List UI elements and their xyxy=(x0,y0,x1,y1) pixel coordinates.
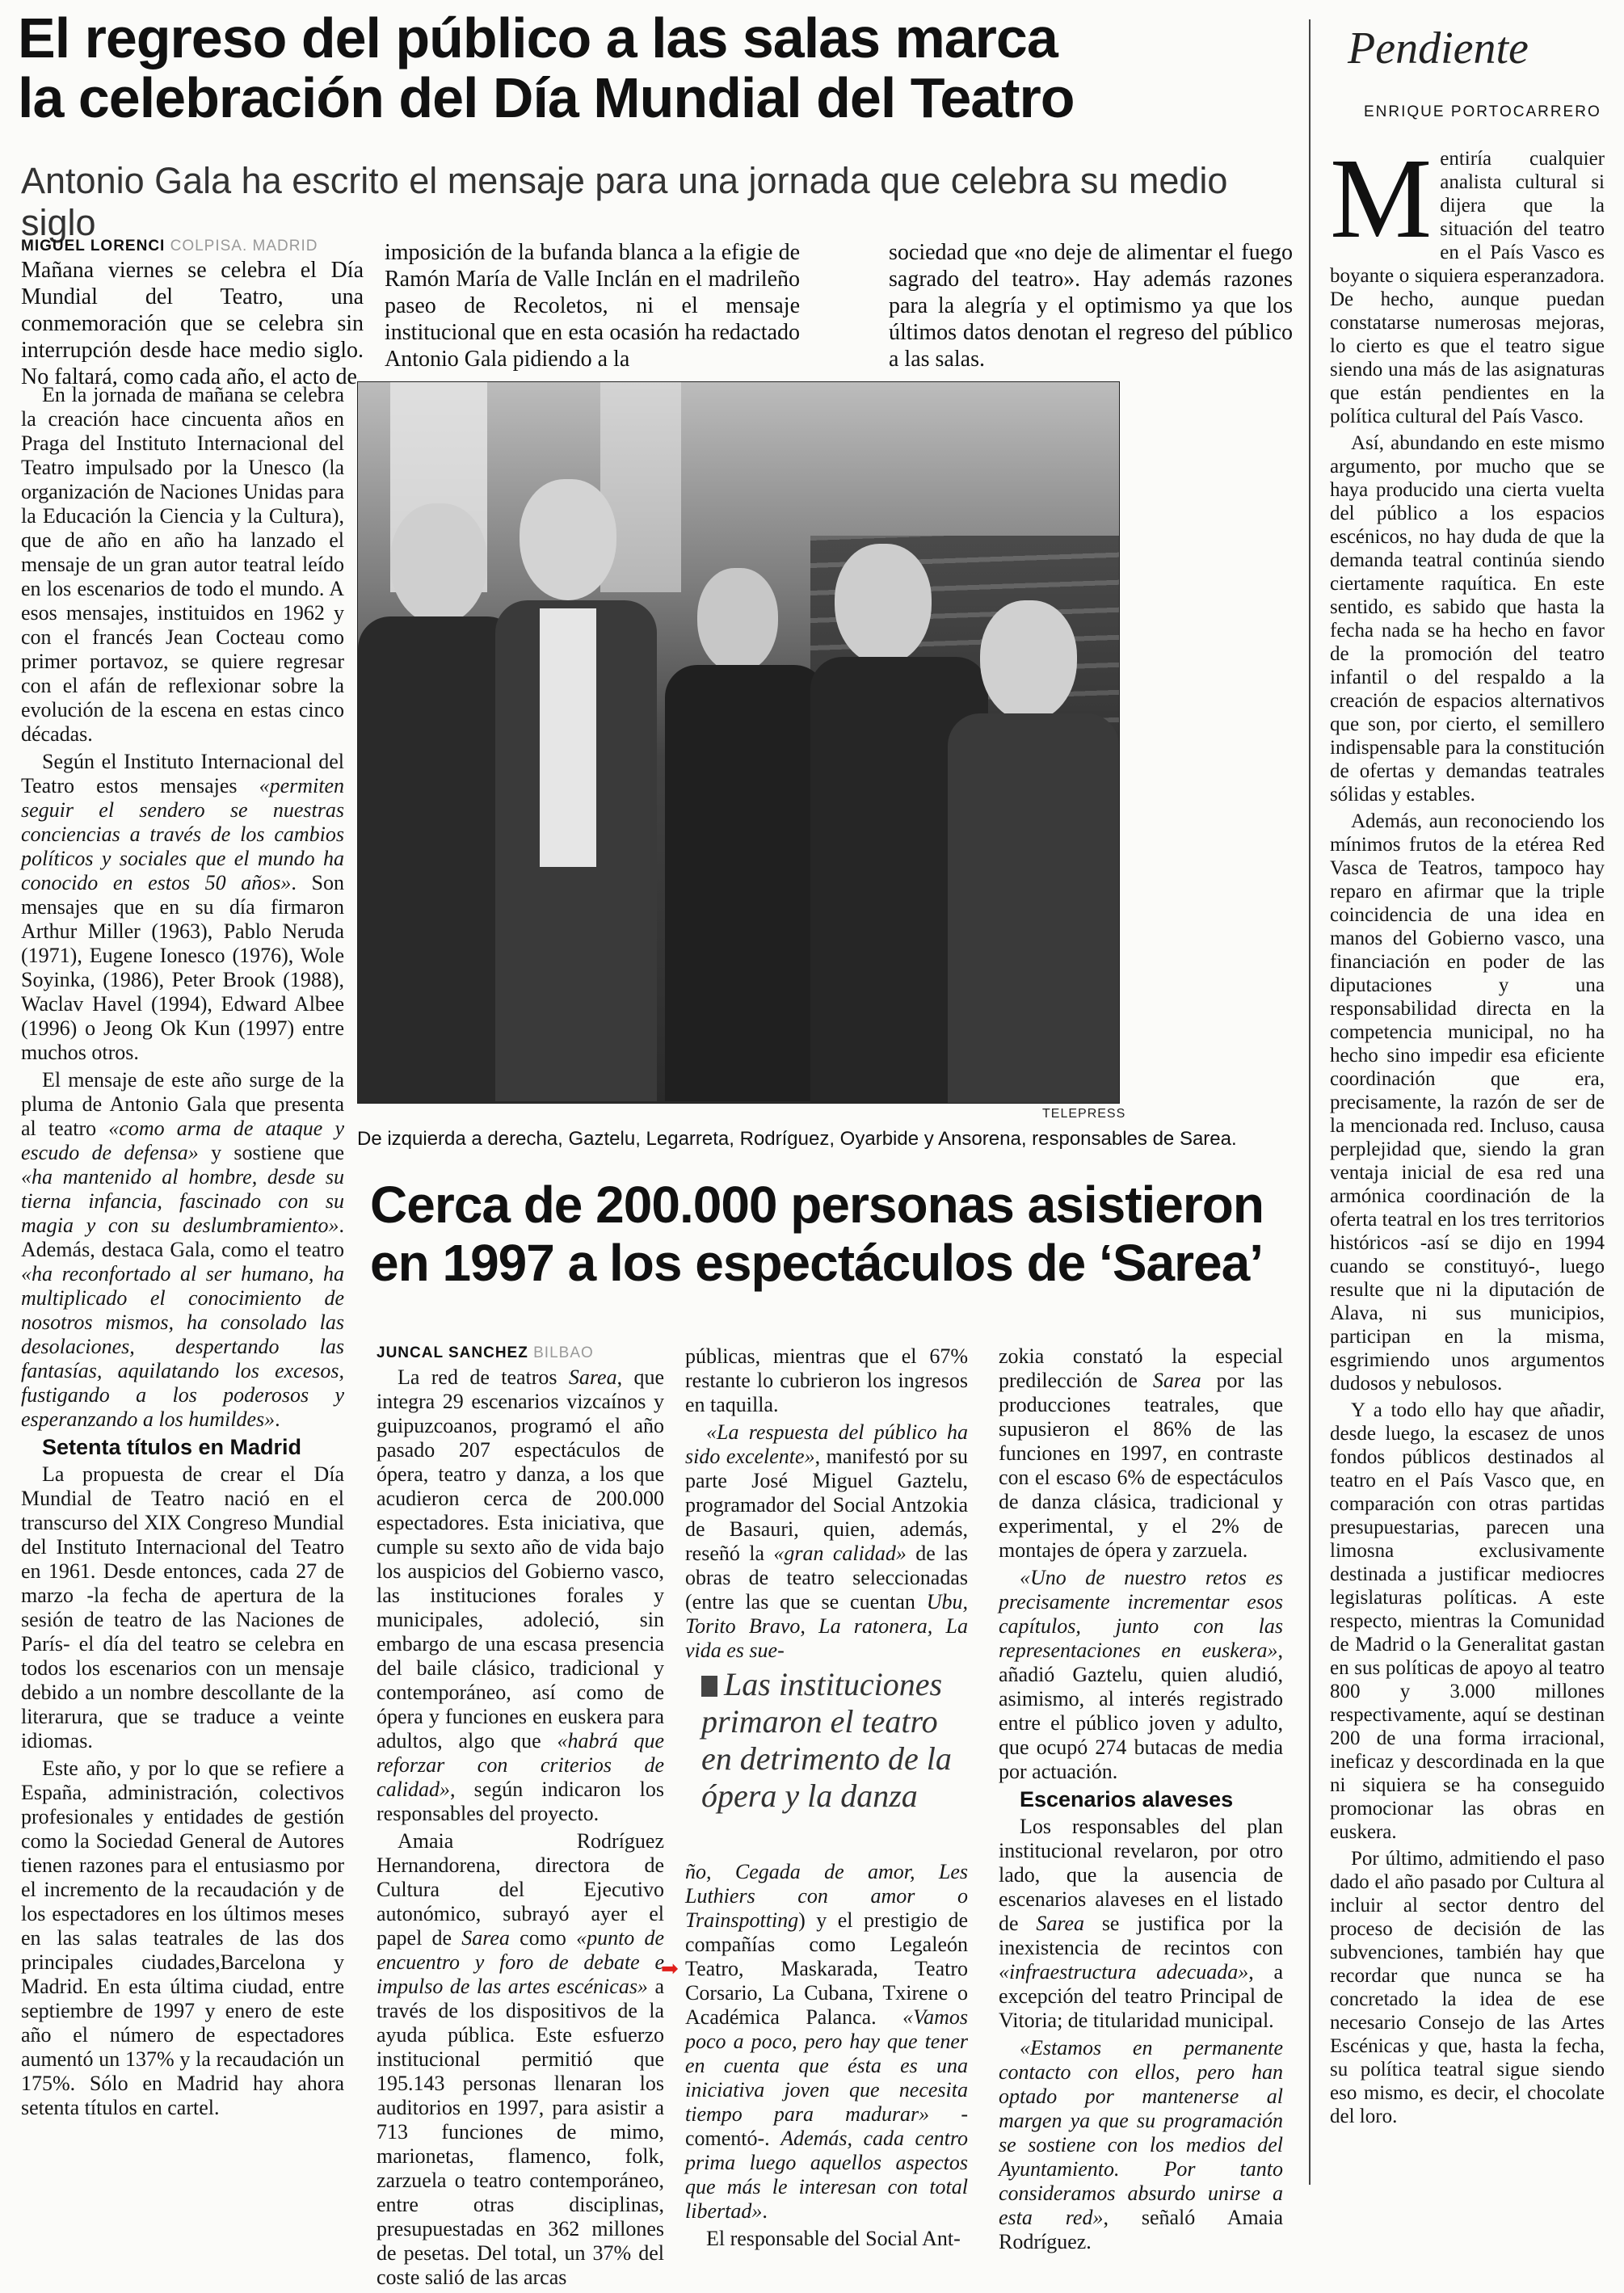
article2-column-3 xyxy=(999,1344,1283,2257)
byline-name: MIGUEL LORENCI xyxy=(21,238,166,255)
lead-column-2: imposición de la bufanda blanca a la efigie de Ramón María de Valle Inclán en el madrileño paseo de Recoletos, ni el mensaje institucional que en esta ocasión ha redactado Antonio Gala pidiendo a la xyxy=(385,240,800,372)
paragraph: Amaia Rodríguez Hernandorena, directora de Cultura del Ejecutivo autonómico, subrayó ayer el papel de Sarea como «punto de encuentro y foro de debate e impulso de las artes escénicas» a través de los dispositivos de la ayuda pública. Este esfuerzo institucional permitió que 195.143 personas llenaran los auditorios en 1997, para asistir a 713 funciones de mimo, marionetas, flamenco, folk, zarzuela o teatro contemporáneo, entre otras disciplinas, presupuestadas en 362 millones de pesetas. Del total, un 37% del coste salió de las arcas xyxy=(377,1829,665,2289)
photo-caption: De izquierda a derecha, Gaztelu, Legarreta, Rodríguez, Oyarbide y Ansorena, responsables de Sarea. xyxy=(357,1128,1237,1150)
secondary-headline xyxy=(370,1176,1299,1292)
byline-location: COLPISA. MADRID xyxy=(170,238,318,255)
standfirst: Antonio Gala ha escrito el mensaje para una jornada que celebra su medio siglo xyxy=(21,160,1228,243)
paragraph: El responsable del Social Ant- xyxy=(706,2227,961,2250)
paragraph: públicas, mientras que el 67% restante lo cubrieron los ingresos en taquilla. xyxy=(685,1344,968,1416)
opinion-column xyxy=(1330,134,1605,2131)
subhead-escenarios-alaveses: Escenarios alaveses xyxy=(1020,1787,1234,1811)
byline-location: BILBAO xyxy=(533,1344,594,1361)
paragraph: «Estamos en permanente contacto con ellos, pero han optado por mantenerse al margen ya que su programación se sostiene con los medios del Ayuntamiento. Por tanto consideramos absurdo unirse a esta red», señaló Amaia Rodríguez. xyxy=(999,2036,1283,2253)
headline-line-2: la celebración del Día Mundial del Teatro xyxy=(18,66,1075,129)
paragraph: El mensaje de este año surge de la pluma de Antonio Gala que presenta al teatro «como arma de ataque y escudo de defensa» y sostiene que «ha mantenido al hombre, desde su tierna infancia, fascinado con su magia y con su deslumbramiento». Además, destaca Gala, como el teatro «ha reconfortado al ser humano, ha multiplicado el conocimiento de nosotros mismos, ha consolado las desolaciones, despertando las fantasías, aquilatando los excesos, fustigando a los poderosos y esperanzando a los humildes». xyxy=(21,1068,344,1431)
paragraph: La red de teatros Sarea, que integra 29 escenarios vizcaínos y guipuzcoanos, programó el año pasado 207 espectáculos de ópera, teatro y danza, a los que acudieron cerca de 200.000 espectadores. Esta iniciativa, que cumple su sexto año de vida bajo los auspicios del Gobierno vasco, las instituciones forales y municipales, adoleció, sin embargo de una escasa presencia del baile clásico, tradicional y contemporáneo, así como de ópera y funciones en euskera para adultos, algo que «habrá que reforzar con criterios de calidad», según indicaron los responsables del proyecto. xyxy=(377,1365,664,1825)
byline xyxy=(21,238,318,255)
paragraph: ño, Cegada de amor, Les Luthiers con amor o Trainspotting) y el prestigio de compañías como Legaleón Teatro, Maskarada, Teatro Corsario, La Cubana, Txirene o Académica Palanca. «Vamos poco a poco, pero hay que tener en cuenta que ésta es una iniciativa joven que necesita tiempo para madurar» -comentó-. Además, cada centro prima luego aquellos aspectos que más le interesan con total libertad». xyxy=(685,1860,968,2223)
article2-column-1 xyxy=(377,1365,664,2293)
headline-line-1: El regreso del público a las salas marca xyxy=(18,6,1058,69)
paragraph: Así, abundando en este mismo argumento, por mucho que se haya producido una cierta vuelta del público a los espacios escénicos, no hay duda de que la demanda teatral continúa siendo ciertamente raquítica. En este sentido, es sabido que hasta la fecha nada se ha hecho en favor de la promoción del teatro infantil o del respaldo a la creación de espacios alternativos que son, por cierto, el semillero indispensable para la constitución de ofertas y demandas teatrales sólidas y estables. xyxy=(1330,432,1605,806)
column-author: ENRIQUE PORTOCARRERO xyxy=(1364,103,1601,120)
paragraph: «Uno de nuestro retos es precisamente incrementar esos capítulos, junto con las representaciones en euskera», añadió Gaztelu, quien aludió, asimismo, al interés registrado entre el público joven y adulto, que ocupó 274 butacas de media por actuación. xyxy=(999,1566,1283,1783)
paragraph: Y a todo ello hay que añadir, desde luego, la escasez de unos fondos públicos destinados al teatro en el País Vasco que, en comparación con otras partidas presupuestarias, parecen una limosna exclusivamente destinada a justificar mediocres legislaturas políticas. A este respecto, mientras la Comunidad de Madrid o la Generalitat gastan en sus políticas de apoyo al teatro 800 y 3.000 millones respectivamente, aquí se destinan 200 de una forma irracional, ineficaz y descordinada en la que ni siquiera se ha conseguido promocionar las obras en euskera. xyxy=(1330,1399,1605,1843)
byline xyxy=(377,1344,594,1362)
paragraph: La propuesta de crear el Día Mundial de Teatro nació en el transcurso del XIX Congreso Mundial del Instituto Internacional del Teatro en 1961. Desde entonces, cada 27 de marzo -la fecha de apertura de la sesión de teatro de las Naciones de París- el día del teatro se celebra en todos los escenarios con un mensaje debido a un nombre descollante de la literarura, que se traduce a veinte idiomas. xyxy=(21,1462,344,1752)
column-divider xyxy=(1309,19,1311,2185)
paragraph: En la jornada de mañana se celebra la creación hace cincuenta años en Praga del Instituto Internacional del Teatro impulsado por la Unesco (la organización de Naciones Unidas para la Educación la Ciencia y la Cultura), que de año en año ha lanzado el mensaje de un gran autor teatral leído en los escenarios de todo el mundo. A esos mensajes, instituidos en 1962 y con el francés Jean Cocteau como primer portavoz, se quiere regresar con el afán de reflexionar sobre la evolución de la escena en estas cinco décadas. xyxy=(21,383,344,746)
article2-column-2-top xyxy=(685,1344,968,1666)
paragraph: Según el Instituto Internacional del Teatro estos mensajes «permiten seguir el sendero se nuestras conciencias a través de los cambios políticos y sociales que el mundo ha conocido en estos 50 años». Son mensajes que en su día firmaron Arthur Miller (1963), Pablo Neruda (1971), Eugene Ionesco (1976), Wole Soyinka, (1986), Peter Brook (1988), Waclav Havel (1994), Edward Albee (1996) o Jeong Ok Kun (1997) entre muchos otros. xyxy=(21,750,344,1064)
paragraph: Además, aun reconociendo los mínimos frutos de la etérea Red Vasca de Teatros, tampoco hay reparo en afirmar que la triple coincidencia de una idea en manos del Gobierno vasco, una financiación en poder de las diputaciones y una responsabilidad directa en la competencia municipal, no ha hecho sino impedir esa eficiente coordinación que era, precisamente, la razón de ser de la mencionada red. Incluso, causa perplejidad que, siendo la gran ventaja inicial de esa red una armónica coordinación de la oferta teatral en los tres territorios históricos -así se dijo en 1994 cuando se constituyó-, luego resulte que ni la diputación de Alava, ni sus municipios, participan en la misma, esgrimiendo unos argumentos dudosos y nebulosos. xyxy=(1330,810,1605,1395)
headline-line-1: Cerca de 200.000 personas asistieron xyxy=(370,1176,1264,1234)
article2-column-2-bottom xyxy=(685,1860,968,2254)
lead-column-3: sociedad que «no deje de alimentar el fuego sagrado del teatro». Hay además razones para la alegría y el optimismo ya que los últimos datos denotan el regreso del público a las salas. xyxy=(889,240,1293,372)
article-column-1 xyxy=(21,383,344,2123)
drop-cap: M xyxy=(1330,134,1433,262)
paragraph: Este año, y por lo que se refiere a España, administración, colectivos profesionales y entidades de gestión como la Sociedad General de Autores tienen razones para el entusiasmo por el incremento de la recaudación y de los espectadores en los últimos meses en las salas teatrales de las dos principales ciudades,Barcelona y Madrid. En esta última ciudad, entre septiembre de 1997 y enero de este año el número de espectadores aumentó un 137% y la recaudación un 175%. Sólo en Madrid hay ahora setenta títulos en cartel. xyxy=(21,1757,344,2119)
byline-name: JUNCAL SANCHEZ xyxy=(377,1344,528,1361)
paragraph: «La respuesta del público ha sido excelente», manifestó por su parte José Miguel Gaztelu, programador del Social Antzokia de Basauri, quien, además, reseñó la «gran calidad» de las obras de teatro seleccionadas (entre las que se cuentan Ubu, Torito Bravo, La ratonera, La vida es sue- xyxy=(685,1420,969,1662)
group-photo xyxy=(357,381,1120,1104)
square-bullet-icon xyxy=(701,1676,717,1697)
subhead-setenta-titulos: Setenta títulos en Madrid xyxy=(42,1435,302,1459)
main-headline xyxy=(18,8,1278,128)
pull-quote: Las instituciones primaron el teatro en detrimento de la ópera y la danza xyxy=(701,1666,952,1814)
paragraph: zokia constató la especial predilección de Sarea por las producciones teatrales, que supusieron el 86% de las funciones en 1997, en contraste con el escaso 6% de espectáculos de danza clásica, tradicional y experimental, y el 2% de montajes de ópera y zarzuela. xyxy=(999,1344,1283,1562)
photo-credit: TELEPRESS xyxy=(1042,1107,1126,1121)
headline-line-2: en 1997 a los espectáculos de ‘Sarea’ xyxy=(370,1234,1263,1292)
paragraph: Los responsables del plan institucional revelaron, por otro lado, que la ausencia de escenarios alaveses en el listado de Sarea se justifica por la inexistencia de recintos con «infraestructura adecuada», a excepción del teatro Principal de Vitoria; de titularidad municipal. xyxy=(999,1815,1284,2032)
lead-column-1: Mañana viernes se celebra el Día Mundial del Teatro, una conmemoración que se celebra sin interrupción desde hace medio siglo. No faltará, como cada año, el acto de xyxy=(21,258,364,389)
paragraph: Mentiría cualquier analista cultural si dijera que la situación del teatro en el País Vasco es boyante o siquiera esperanzadora. De hecho, aunque puedan constatarse numerosas mejoras, lo cierto es que el teatro sigue siendo una más de las asignaturas que están pendientes en la política cultural del País Vasco. xyxy=(1330,134,1605,427)
red-arrow-icon: ➡ xyxy=(661,1957,679,1980)
column-title: Pendiente xyxy=(1348,23,1529,74)
paragraph: Por último, admitiendo el paso dado el año pasado por Cultura al incluir al sector dentro del proceso de decisión de las subvenciones, también hay que recordar que nunca se ha concretado la idea de ese necesario Consejo de las Artes Escénicas y que, hasta la fecha, su política teatral sigue siendo eso mismo, es decir, el chocolate del loro. xyxy=(1330,1848,1605,2127)
